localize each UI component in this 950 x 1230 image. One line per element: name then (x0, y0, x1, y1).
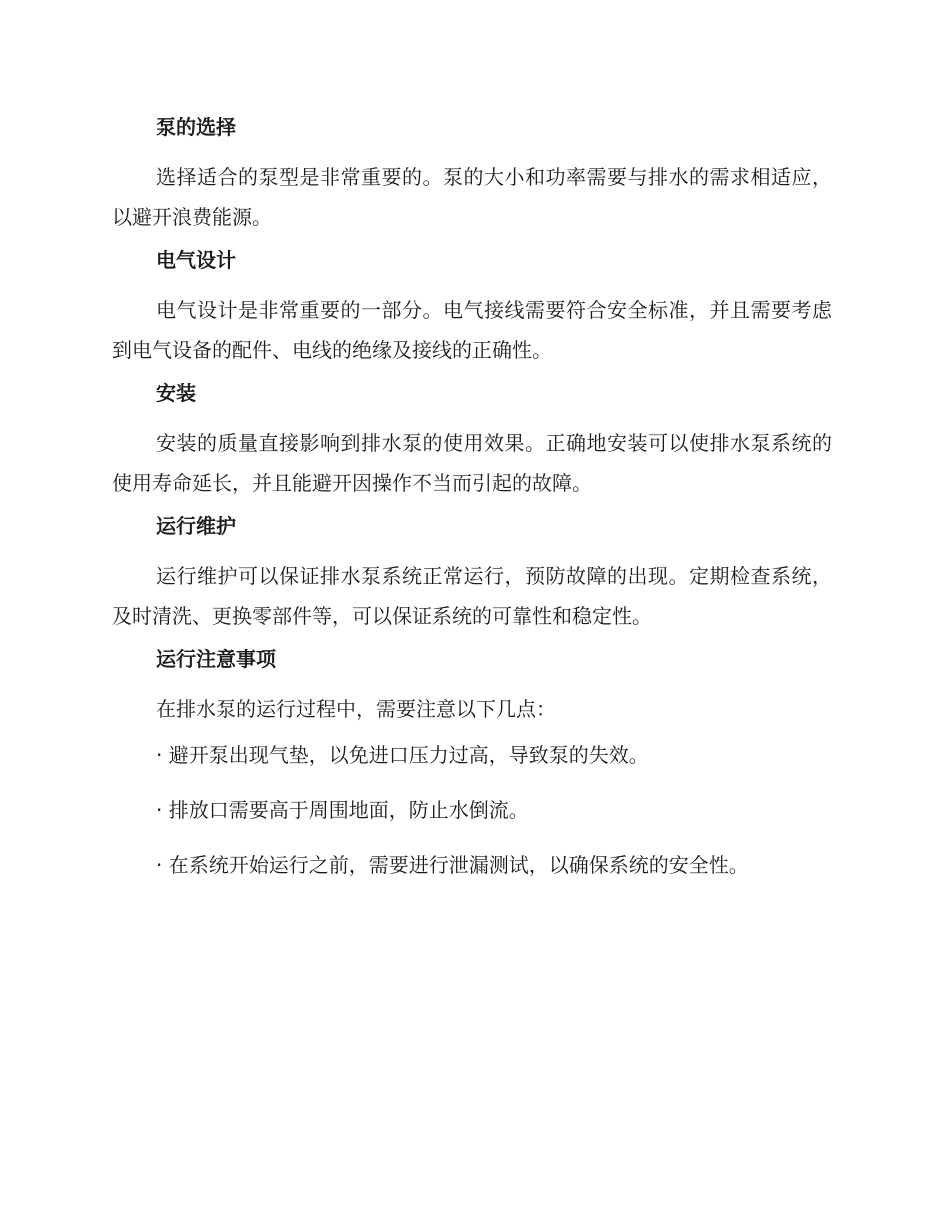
bullet-item: · 排放口需要高于周围地面，防止水倒流。 (156, 798, 529, 822)
section-body-operation-notes: 在排水泵的运行过程中，需要注意以下几点： (156, 697, 556, 721)
section-heading-pump-selection: 泵的选择 (156, 115, 236, 139)
bullet-item: · 避开泵出现气垫，以免进口压力过高，导致泵的失效。 (156, 743, 649, 767)
notes-bullet-list (112, 735, 832, 885)
section-body-operation-maintenance: 运行维护可以保证排水泵系统正常运行，预防故障的出现。定期检查系统，及时清洗、更换零部件等，可以保证系统的可靠性和稳定性。 (112, 564, 832, 628)
document-page (112, 112, 832, 900)
section-body-electrical-design: 电气设计是非常重要的一部分。电气接线需要符合安全标准，并且需要考虑到电气设备的配件、电线的绝缘及接线的正确性。 (112, 298, 832, 362)
section-heading-installation: 安装 (156, 381, 196, 405)
section-heading-operation-maintenance: 运行维护 (156, 514, 236, 538)
section-heading-operation-notes: 运行注意事项 (156, 647, 276, 671)
bullet-item: · 在系统开始运行之前，需要进行泄漏测试，以确保系统的安全性。 (156, 853, 749, 877)
section-heading-electrical-design: 电气设计 (156, 248, 236, 272)
section-body-installation: 安装的质量直接影响到排水泵的使用效果。正确地安装可以使排水泵系统的使用寿命延长，并且能避开因操作不当而引起的故障。 (112, 431, 832, 495)
section-body-pump-selection: 选择适合的泵型是非常重要的。泵的大小和功率需要与排水的需求相适应，以避开浪费能源。 (112, 165, 832, 229)
